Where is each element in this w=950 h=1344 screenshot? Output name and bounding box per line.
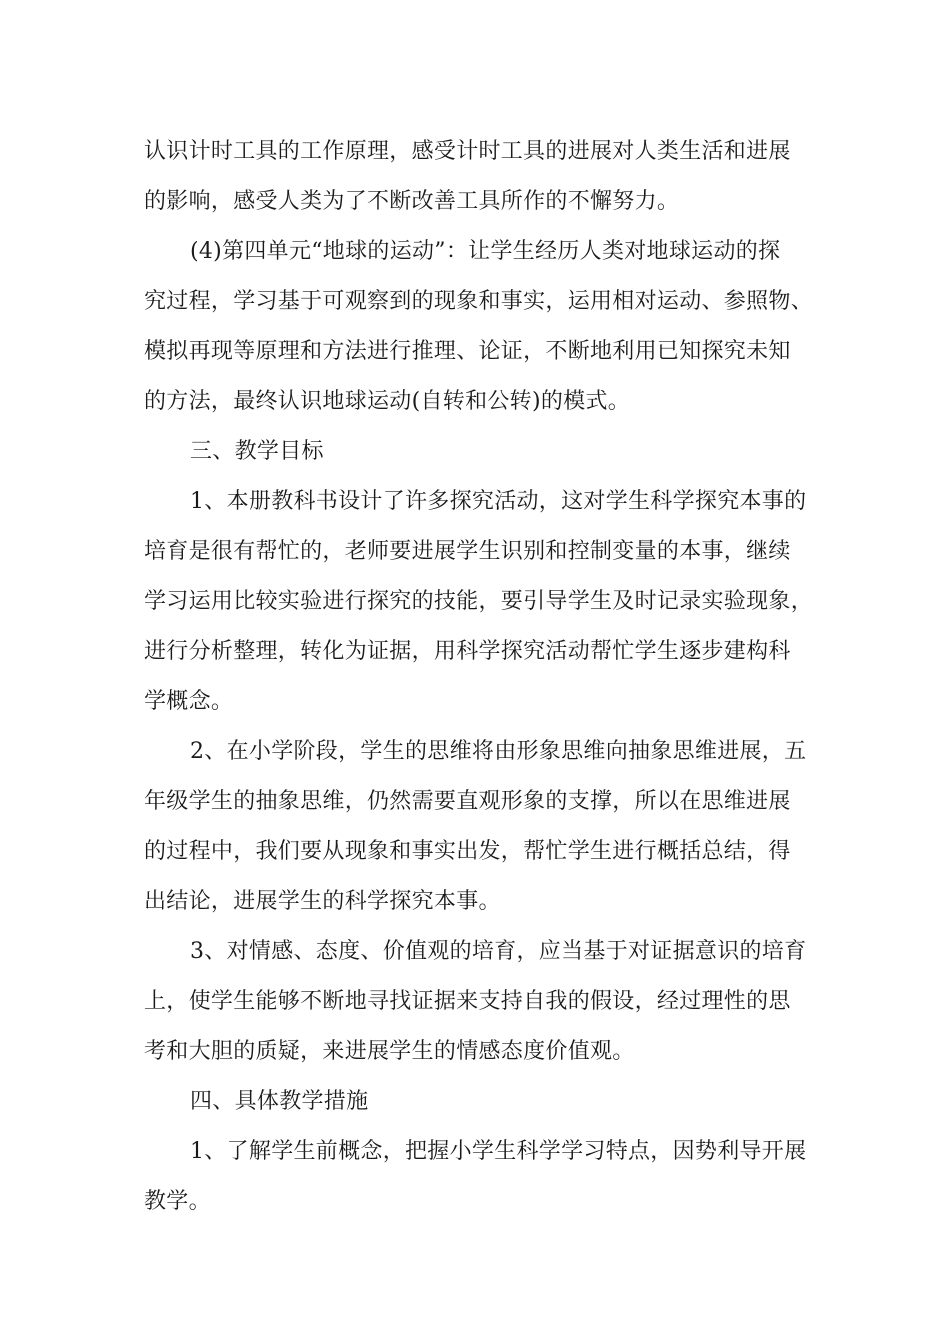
text-line: 的影响，感受人类为了不断改善工具所作的不懈努力。 xyxy=(144,189,680,214)
text-line: 模拟再现等原理和方法进行推理、论证，不断地利用已知探究未知 xyxy=(144,339,791,364)
text-line: 年级学生的抽象思维，仍然需要直观形象的支撑，所以在思维进展 xyxy=(144,789,791,814)
text-line: 学习运用比较实验进行探究的技能，要引导学生及时记录实验现象， xyxy=(144,589,814,614)
paragraph-unit-4-start: (4)第四单元“地球的运动”：让学生经历人类对地球运动的探 xyxy=(190,239,781,264)
paragraph-goal-3-start: 3、对情感、态度、价值观的培育，应当基于对证据意识的培育 xyxy=(190,939,807,964)
text-line: 出结论，进展学生的科学探究本事。 xyxy=(144,889,501,914)
text-line: 进行分析整理，转化为证据，用科学探究活动帮忙学生逐步建构科 xyxy=(144,639,791,664)
text-line: 考和大胆的质疑，来进展学生的情感态度价值观。 xyxy=(144,1039,635,1064)
section-heading-teaching-goals: 三、教学目标 xyxy=(190,439,324,464)
text-line: 的方法，最终认识地球运动(自转和公转)的模式。 xyxy=(144,389,631,414)
text-line: 教学。 xyxy=(144,1189,211,1214)
text-line: 培育是很有帮忙的，老师要进展学生识别和控制变量的本事，继续 xyxy=(144,539,791,564)
text-line: 上，使学生能够不断地寻找证据来支持自我的假设，经过理性的思 xyxy=(144,989,791,1014)
paragraph-measure-1-start: 1、了解学生前概念，把握小学生科学学习特点，因势利导开展 xyxy=(190,1139,807,1164)
paragraph-goal-1-start: 1、本册教科书设计了许多探究活动，这对学生科学探究本事的 xyxy=(190,489,807,514)
text-line: 的过程中，我们要从现象和事实出发，帮忙学生进行概括总结，得 xyxy=(144,839,791,864)
text-line: 学概念。 xyxy=(144,689,234,714)
text-line: 究过程，学习基于可观察到的现象和事实，运用相对运动、参照物、 xyxy=(144,289,814,314)
text-line: 认识计时工具的工作原理，感受计时工具的进展对人类生活和进展 xyxy=(144,139,791,164)
paragraph-goal-2-start: 2、在小学阶段，学生的思维将由形象思维向抽象思维进展，五 xyxy=(190,739,807,764)
section-heading-teaching-measures: 四、具体教学措施 xyxy=(190,1089,369,1114)
